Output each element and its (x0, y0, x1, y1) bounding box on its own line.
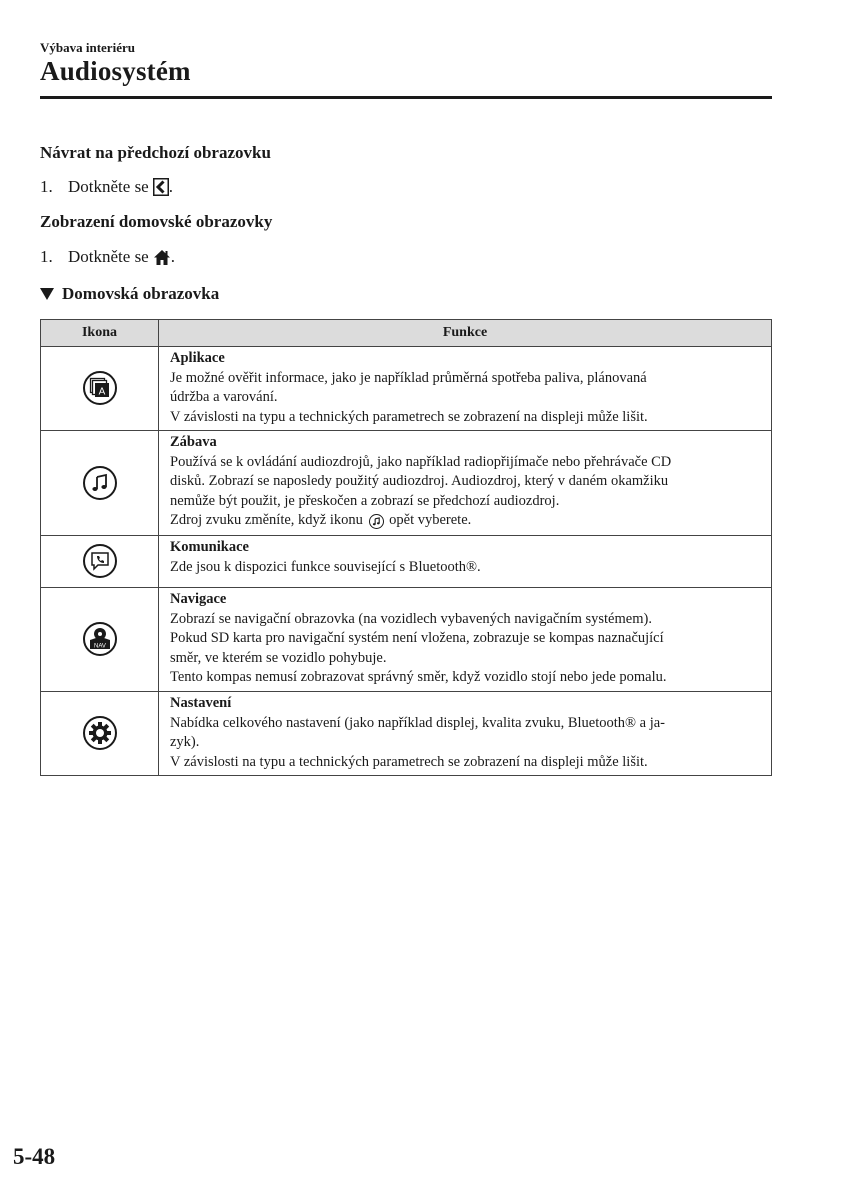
col-header-icon: Ikona (41, 320, 159, 347)
function-cell (159, 347, 772, 431)
music-note-icon (83, 466, 117, 500)
col-header-function: Funkce (159, 320, 772, 347)
settings-gear-icon (83, 716, 117, 750)
page-number: 5-48 (13, 1144, 56, 1169)
step-end: . (168, 177, 173, 196)
row-line: V závislosti na typu a technických parametrech se zobrazení na displeji může lišit. (170, 408, 648, 425)
page-title: Audiosystém (40, 56, 191, 86)
table-row (41, 347, 772, 431)
function-cell (159, 431, 772, 536)
home-step (40, 247, 175, 267)
step-number: 1. (40, 177, 53, 196)
function-cell (159, 588, 772, 692)
icon-cell (41, 692, 159, 776)
step-text: Dotkněte se (68, 177, 149, 196)
row-title: Zábava (170, 434, 217, 450)
row-title: Nastavení (170, 695, 232, 711)
step-end: . (170, 247, 175, 266)
row-line-text: Zdroj zvuku změníte, když ikonu (170, 512, 363, 528)
sub-heading-text: Domovská obrazovka (62, 284, 220, 303)
row-line: disků. Zobrazí se naposledy použitý audiozdroj. Audiozdroj, který v daném okamžiku (170, 473, 669, 489)
row-line: V závislosti na typu a technických parametrech se zobrazení na displeji může lišit. (170, 753, 648, 770)
title-rule (40, 96, 772, 99)
row-line: údržba a varování. (170, 389, 278, 405)
table-header-row (41, 320, 772, 347)
row-line: Zde jsou k dispozici funkce související s Bluetooth®. (170, 558, 481, 575)
table-row (41, 431, 772, 536)
applications-icon-letter: A (98, 386, 105, 398)
navigation-icon (83, 622, 117, 656)
row-line: Zobrazí se navigační obrazovka (na vozidlech vybavených navigačním systémem). (170, 610, 652, 627)
step-number: 1. (40, 247, 53, 266)
row-line: Je možné ověřit informace, jako je například průměrná spotřeba paliva, plánovaná (170, 369, 647, 386)
row-line: zyk). (170, 734, 200, 750)
home-screen-heading (40, 284, 219, 304)
back-heading: Návrat na předchozí obrazovku (40, 143, 271, 162)
section-label: Výbava interiéru (40, 40, 135, 55)
row-line (170, 511, 763, 531)
navigation-icon-label: NAV (93, 643, 106, 650)
table-row (41, 536, 772, 588)
row-line-text: opět vyberete. (389, 512, 472, 528)
row-line: Nabídka celkového nastavení (jako například displej, kvalita zvuku, Bluetooth® a ja- (170, 714, 666, 731)
function-cell (159, 692, 772, 776)
phone-communication-icon (83, 544, 117, 578)
function-table (40, 319, 772, 776)
row-line: Používá se k ovládání audiozdrojů, jako například radiopřijímače nebo přehrávače CD (170, 453, 672, 470)
applications-icon (83, 371, 117, 405)
back-step (40, 177, 173, 197)
icon-cell (41, 431, 159, 536)
icon-cell (41, 536, 159, 588)
step-text: Dotkněte se (68, 247, 149, 266)
row-line: Pokud SD karta pro navigační systém není vložena, zobrazuje se kompas naznačující (170, 630, 664, 646)
row-title: Komunikace (170, 539, 249, 555)
home-icon (153, 249, 171, 266)
icon-cell (41, 588, 159, 692)
row-title: Navigace (170, 591, 227, 607)
function-cell (159, 536, 772, 588)
back-chevron-icon (153, 178, 169, 196)
row-line: nemůže být použit, je přeskočen a zobrazí se předchozí audiozdroj. (170, 492, 560, 509)
triangle-bullet-icon (40, 288, 54, 300)
row-line: směr, ve kterém se vozidlo pohybuje. (170, 649, 387, 666)
row-title: Aplikace (170, 350, 225, 366)
home-heading: Zobrazení domovské obrazovky (40, 212, 273, 231)
icon-cell (41, 347, 159, 431)
music-note-icon (369, 514, 384, 529)
row-line: Tento kompas nemusí zobrazovat správný směr, když vozidlo stojí nebo jede pomalu. (170, 669, 667, 685)
table-row (41, 692, 772, 776)
table-row (41, 588, 772, 692)
